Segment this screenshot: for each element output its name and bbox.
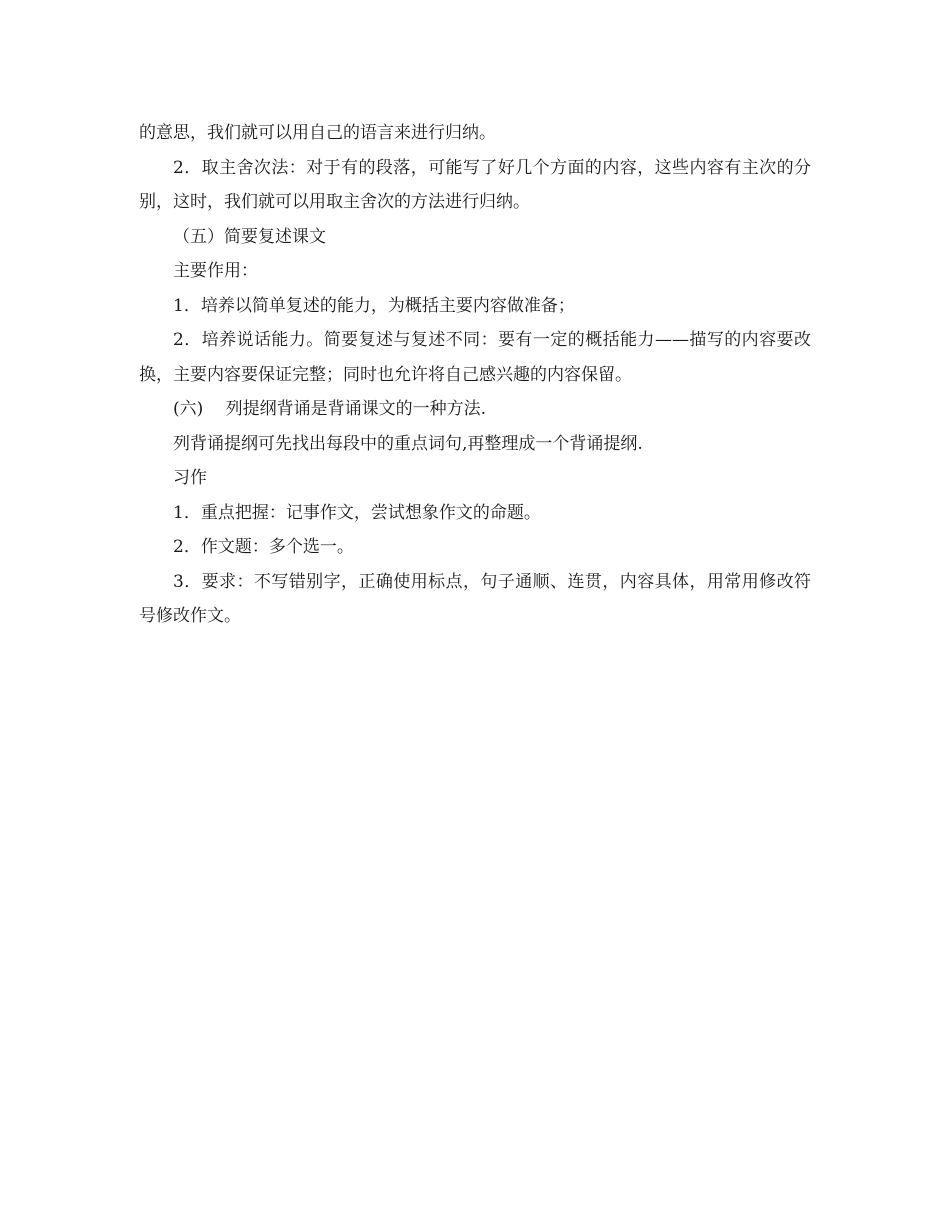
list-item-composition-1: 1．重点把握：记事作文，尝试想象作文的命题。 <box>173 502 541 523</box>
section-heading-composition: 习作 <box>173 468 207 488</box>
paragraph-method-2: 2．取主舍次法：对于有的段落，可能写了好几个方面的内容，这些内容有主次的分别，这时，我们就可以用取主舍次的方法进行归纳。 <box>139 157 811 212</box>
paragraph-outline-method: 列背诵提纲可先找出每段中的重点词句,再整理成一个背诵提纲. <box>173 433 643 454</box>
document-body <box>139 116 811 634</box>
section-heading-5: （五）简要复述课文 <box>173 226 326 247</box>
section-heading-6: (六) 列提纲背诵是背诵课文的一种方法. <box>173 399 487 419</box>
list-item-function-1: 1．培养以简单复述的能力，为概括主要内容做准备； <box>173 295 575 316</box>
list-item-composition-3: 3．要求：不写错别字，正确使用标点，句子通顺、连贯，内容具体，用常用修改符号修改作文。 <box>139 571 811 626</box>
subheading-main-function: 主要作用： <box>173 261 258 281</box>
paragraph-continuation: 的意思，我们就可以用自己的语言来进行归纳。 <box>139 123 496 143</box>
list-item-composition-2: 2．作文题：多个选一。 <box>173 537 354 557</box>
list-item-function-2: 2．培养说话能力。简要复述与复述不同：要有一定的概括能力——描写的内容要改换，主要内容要保证完整；同时也允许将自己感兴趣的内容保留。 <box>139 330 811 385</box>
